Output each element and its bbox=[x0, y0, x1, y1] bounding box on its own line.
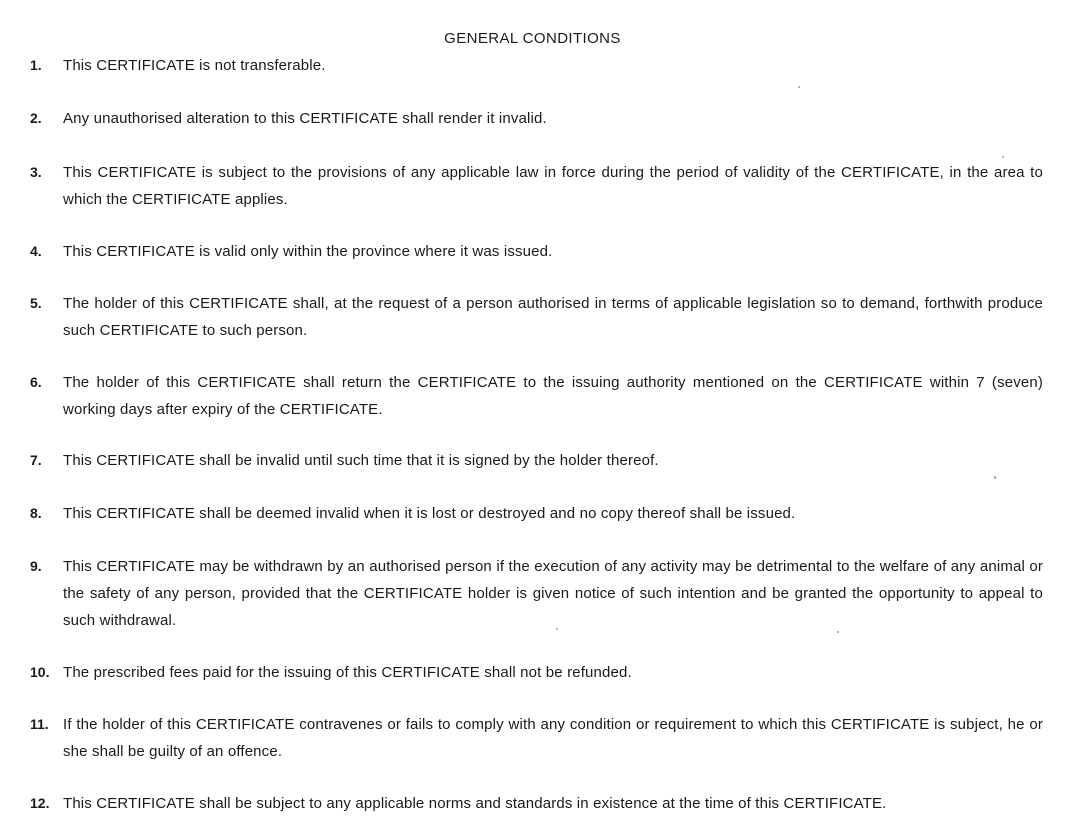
condition-text: This CERTIFICATE shall be deemed invalid when it is lost or destroyed and no copy thereof shall be issued. bbox=[63, 505, 796, 522]
condition-text: Any unauthorised alteration to this CERTIFICATE shall render it invalid. bbox=[63, 110, 547, 127]
condition-text: This CERTIFICATE is not transferable. bbox=[63, 57, 326, 74]
condition-text: The holder of this CERTIFICATE shall, at the request of a person authorised in terms of applicable legislation so to demand, forthwith produce such CERTIFICATE to such person. bbox=[63, 295, 1043, 339]
condition-text: This CERTIFICATE may be withdrawn by an authorised person if the execution of any activity may be detrimental to the welfare of any animal or the safety of any person, provided that the CERTIFICATE holder is given notice of such intention and be granted the opportunity to appeal to such withdrawal. bbox=[63, 558, 1043, 629]
condition-text: If the holder of this CERTIFICATE contravenes or fails to comply with any condition or requirement to which this CERTIFICATE is subject, he or she shall be guilty of an offence. bbox=[63, 716, 1043, 760]
condition-number: 3. bbox=[30, 164, 42, 180]
condition-text: This CERTIFICATE shall be invalid until such time that it is signed by the holder thereof. bbox=[63, 452, 659, 469]
condition-number: 6. bbox=[30, 374, 42, 390]
condition-number: 4. bbox=[30, 243, 42, 259]
condition-number: 5. bbox=[30, 295, 42, 311]
condition-number: 9. bbox=[30, 558, 42, 574]
condition-text: The prescribed fees paid for the issuing of this CERTIFICATE shall not be refunded. bbox=[63, 664, 632, 681]
condition-number: 12. bbox=[30, 795, 50, 811]
scan-speck bbox=[556, 628, 558, 630]
page-title: GENERAL CONDITIONS bbox=[444, 30, 621, 47]
scan-speck bbox=[994, 476, 996, 479]
scan-speck bbox=[798, 86, 800, 88]
condition-number: 8. bbox=[30, 505, 42, 521]
condition-number: 11. bbox=[30, 716, 49, 732]
scan-speck bbox=[1002, 156, 1004, 158]
condition-number: 2. bbox=[30, 110, 42, 126]
condition-text: The holder of this CERTIFICATE shall return the CERTIFICATE to the issuing authority mentioned on the CERTIFICATE within 7 (seven) working days after expiry of the CERTIFICATE. bbox=[63, 374, 1043, 418]
scan-speck bbox=[837, 631, 839, 633]
condition-number: 1. bbox=[30, 57, 42, 73]
condition-text: This CERTIFICATE is valid only within the province where it was issued. bbox=[63, 243, 553, 260]
condition-text: This CERTIFICATE is subject to the provisions of any applicable law in force during the period of validity of the CERTIFICATE, in the area to which the CERTIFICATE applies. bbox=[63, 164, 1043, 208]
condition-number: 10. bbox=[30, 664, 50, 680]
condition-number: 7. bbox=[30, 452, 42, 468]
condition-text: This CERTIFICATE shall be subject to any applicable norms and standards in existence at the time of this CERTIFICATE. bbox=[63, 795, 887, 812]
